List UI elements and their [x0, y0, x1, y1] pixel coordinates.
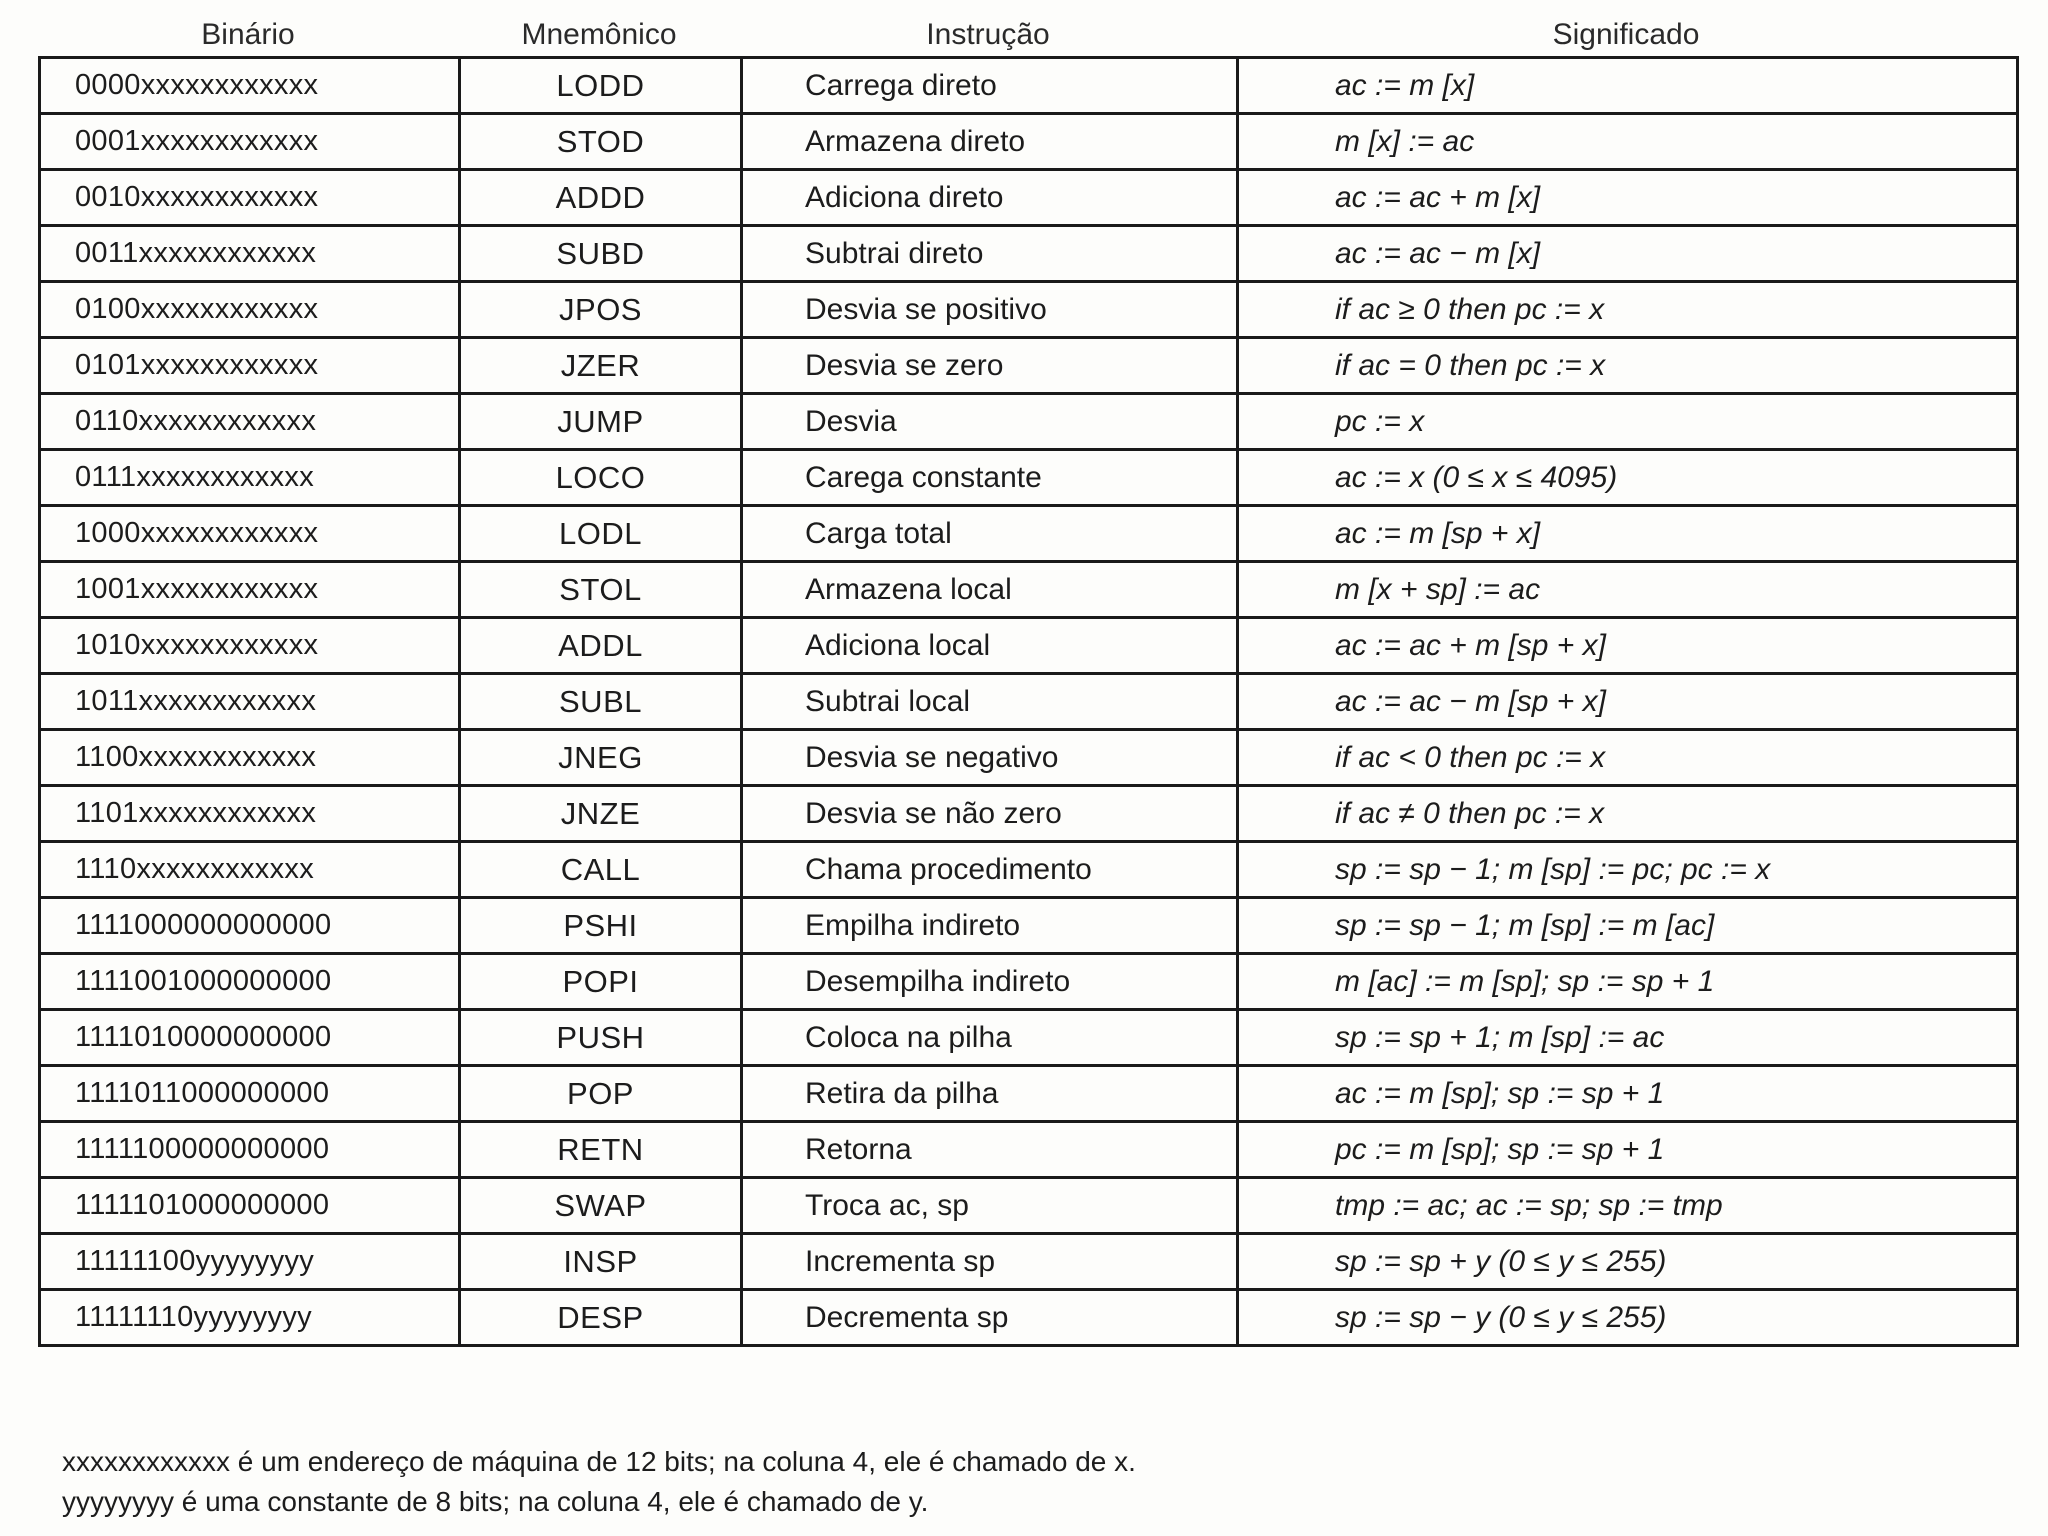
binary-cell: 0110xxxxxxxxxxxx [40, 394, 460, 450]
mnemonic-cell: JUMP [460, 394, 742, 450]
binary-cell: 1011xxxxxxxxxxxx [40, 674, 460, 730]
mnemonic-cell: JZER [460, 338, 742, 394]
table-row [40, 1290, 2018, 1346]
footnotes [62, 1442, 1136, 1522]
meaning-cell: sp := sp − 1; m [sp] := pc; pc := x [1238, 842, 2018, 898]
mnemonic-cell: STOL [460, 562, 742, 618]
meaning-cell: sp := sp + 1; m [sp] := ac [1238, 1010, 2018, 1066]
instruction-cell: Desvia se negativo [742, 730, 1238, 786]
instruction-cell: Adiciona local [742, 618, 1238, 674]
binary-cell: 1111001000000000 [40, 954, 460, 1010]
instruction-cell: Retorna [742, 1122, 1238, 1178]
table-row [40, 674, 2018, 730]
meaning-cell: if ac < 0 then pc := x [1238, 730, 2018, 786]
instruction-cell: Desvia se zero [742, 338, 1238, 394]
meaning-cell: pc := m [sp]; sp := sp + 1 [1238, 1122, 2018, 1178]
meaning-cell: ac := ac − m [x] [1238, 226, 2018, 282]
table-row [40, 450, 2018, 506]
instruction-cell: Decrementa sp [742, 1290, 1238, 1346]
table-row [40, 898, 2018, 954]
meaning-cell: ac := ac − m [sp + x] [1238, 674, 2018, 730]
binary-cell: 0001xxxxxxxxxxxx [40, 114, 460, 170]
instruction-cell: Troca ac, sp [742, 1178, 1238, 1234]
instruction-cell: Desvia se não zero [742, 786, 1238, 842]
mnemonic-cell: POPI [460, 954, 742, 1010]
instruction-cell: Subtrai direto [742, 226, 1238, 282]
mnemonic-cell: POP [460, 1066, 742, 1122]
binary-cell: 1111000000000000 [40, 898, 460, 954]
binary-cell: 0111xxxxxxxxxxxx [40, 450, 460, 506]
binary-cell: 1111100000000000 [40, 1122, 460, 1178]
footnote-y: yyyyyyyy é uma constante de 8 bits; na coluna 4, ele é chamado de y. [62, 1486, 929, 1517]
mnemonic-cell: DESP [460, 1290, 742, 1346]
meaning-cell: ac := m [sp]; sp := sp + 1 [1238, 1066, 2018, 1122]
binary-cell: 0100xxxxxxxxxxxx [40, 282, 460, 338]
mnemonic-cell: LODD [460, 58, 742, 114]
binary-cell: 1100xxxxxxxxxxxx [40, 730, 460, 786]
meaning-cell: if ac ≥ 0 then pc := x [1238, 282, 2018, 338]
meaning-cell: ac := m [x] [1238, 58, 2018, 114]
table-row [40, 58, 2018, 114]
mnemonic-cell: ADDD [460, 170, 742, 226]
meaning-cell: m [x] := ac [1238, 114, 2018, 170]
mnemonic-cell: PSHI [460, 898, 742, 954]
instruction-cell: Subtrai local [742, 674, 1238, 730]
instruction-cell: Adiciona direto [742, 170, 1238, 226]
meaning-cell: sp := sp + y (0 ≤ y ≤ 255) [1238, 1234, 2018, 1290]
table-row [40, 618, 2018, 674]
mnemonic-cell: INSP [460, 1234, 742, 1290]
table-row [40, 786, 2018, 842]
meaning-cell: ac := ac + m [sp + x] [1238, 618, 2018, 674]
table-row [40, 1066, 2018, 1122]
mnemonic-cell: PUSH [460, 1010, 742, 1066]
binary-cell: 1110xxxxxxxxxxxx [40, 842, 460, 898]
table-row [40, 842, 2018, 898]
instruction-cell: Carga total [742, 506, 1238, 562]
meaning-cell: m [ac] := m [sp]; sp := sp + 1 [1238, 954, 2018, 1010]
binary-cell: 0011xxxxxxxxxxxx [40, 226, 460, 282]
mnemonic-cell: STOD [460, 114, 742, 170]
meaning-cell: sp := sp − 1; m [sp] := m [ac] [1238, 898, 2018, 954]
header-mnemonic: Mnemônico [521, 18, 677, 51]
mnemonic-cell: RETN [460, 1122, 742, 1178]
mnemonic-cell: LODL [460, 506, 742, 562]
binary-cell: 1111011000000000 [40, 1066, 460, 1122]
table-header [38, 8, 2016, 56]
table-row [40, 1010, 2018, 1066]
instruction-cell: Coloca na pilha [742, 1010, 1238, 1066]
meaning-cell: ac := ac + m [x] [1238, 170, 2018, 226]
binary-cell: 0000xxxxxxxxxxxx [40, 58, 460, 114]
table-row [40, 954, 2018, 1010]
instruction-cell: Desempilha indireto [742, 954, 1238, 1010]
binary-cell: 11111100yyyyyyyy [40, 1234, 460, 1290]
table-row [40, 1178, 2018, 1234]
mnemonic-cell: ADDL [460, 618, 742, 674]
table-row [40, 506, 2018, 562]
instruction-cell: Incrementa sp [742, 1234, 1238, 1290]
mnemonic-cell: CALL [460, 842, 742, 898]
meaning-cell: tmp := ac; ac := sp; sp := tmp [1238, 1178, 2018, 1234]
meaning-cell: pc := x [1238, 394, 2018, 450]
mnemonic-cell: SUBD [460, 226, 742, 282]
binary-cell: 1010xxxxxxxxxxxx [40, 618, 460, 674]
table-row [40, 282, 2018, 338]
table-row [40, 170, 2018, 226]
footnote-x: xxxxxxxxxxxx é um endereço de máquina de 12 bits; na coluna 4, ele é chamado de x. [62, 1446, 1136, 1477]
table-row [40, 730, 2018, 786]
meaning-cell: if ac = 0 then pc := x [1238, 338, 2018, 394]
binary-cell: 1001xxxxxxxxxxxx [40, 562, 460, 618]
table-row [40, 338, 2018, 394]
instruction-cell: Chama procedimento [742, 842, 1238, 898]
mnemonic-cell: JNZE [460, 786, 742, 842]
meaning-cell: ac := m [sp + x] [1238, 506, 2018, 562]
instruction-cell: Armazena direto [742, 114, 1238, 170]
table-row [40, 226, 2018, 282]
table-row [40, 1234, 2018, 1290]
binary-cell: 1111101000000000 [40, 1178, 460, 1234]
binary-cell: 1111010000000000 [40, 1010, 460, 1066]
mnemonic-cell: JNEG [460, 730, 742, 786]
meaning-cell: m [x + sp] := ac [1238, 562, 2018, 618]
instruction-cell: Armazena local [742, 562, 1238, 618]
binary-cell: 1101xxxxxxxxxxxx [40, 786, 460, 842]
instruction-cell: Retira da pilha [742, 1066, 1238, 1122]
table-row [40, 394, 2018, 450]
instruction-table-body [40, 58, 2018, 1346]
mnemonic-cell: LOCO [460, 450, 742, 506]
binary-cell: 11111110yyyyyyyy [40, 1290, 460, 1346]
instruction-cell: Empilha indireto [742, 898, 1238, 954]
binary-cell: 0101xxxxxxxxxxxx [40, 338, 460, 394]
header-binary: Binário [201, 18, 295, 51]
meaning-cell: if ac ≠ 0 then pc := x [1238, 786, 2018, 842]
binary-cell: 1000xxxxxxxxxxxx [40, 506, 460, 562]
instruction-cell: Carega constante [742, 450, 1238, 506]
table-row [40, 114, 2018, 170]
mnemonic-cell: SWAP [460, 1178, 742, 1234]
header-instruction: Instrução [926, 18, 1050, 51]
instruction-cell: Desvia [742, 394, 1238, 450]
table-row [40, 1122, 2018, 1178]
binary-cell: 0010xxxxxxxxxxxx [40, 170, 460, 226]
header-meaning: Significado [1552, 18, 1700, 51]
instruction-cell: Desvia se positivo [742, 282, 1238, 338]
table-row [40, 562, 2018, 618]
instruction-set-table [38, 56, 2019, 1347]
instruction-cell: Carrega direto [742, 58, 1238, 114]
mnemonic-cell: JPOS [460, 282, 742, 338]
meaning-cell: sp := sp − y (0 ≤ y ≤ 255) [1238, 1290, 2018, 1346]
meaning-cell: ac := x (0 ≤ x ≤ 4095) [1238, 450, 2018, 506]
mnemonic-cell: SUBL [460, 674, 742, 730]
